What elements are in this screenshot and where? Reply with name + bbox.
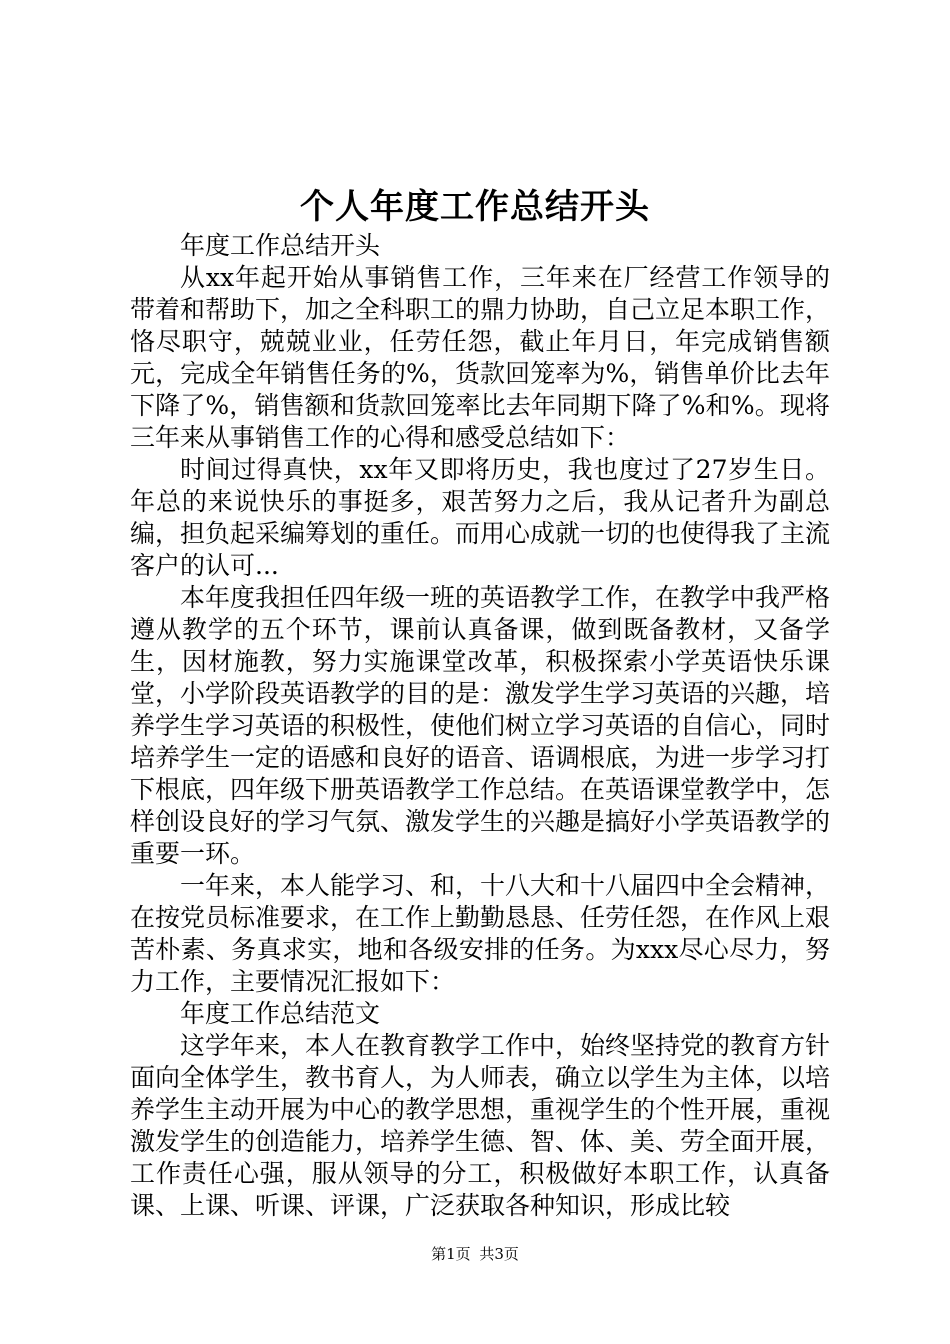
paragraph-heading-sample: 年度工作总结范文	[180, 999, 381, 1028]
paragraph-heading-intro: 年度工作总结开头	[180, 231, 381, 260]
page-total: 共3页	[479, 1245, 519, 1263]
page-footer	[0, 1244, 950, 1264]
page-number: 第1页	[431, 1245, 471, 1263]
paragraph-sales-summary: 从xx年起开始从事销售工作，三年来在厂经营工作领导的带着和帮助下，加之全科职工的鼎力协助，自己立足本职工作，恪尽职守，兢兢业业，任劳任怨，截止年月日，年完成销售额元，完成全年销售任务的%，货款回笼率为%，销售单价比去年下降了%，销售额和货款回笼率比去年同期下降了%和%。现将三年来从事销售工作的心得和感受总结如下：	[130, 263, 831, 452]
paragraph-party-member: 一年来，本人能学习、和，十八大和十八届四中全会精神，在按党员标准要求，在工作上勤勤恳恳、任劳任怨，在作风上艰苦朴素、务真求实，地和各级安排的任务。为xxx尽心尽力，努力工作，主要情况汇报如下：	[130, 871, 831, 996]
paragraph-editor-summary: 时间过得真快，xx年又即将历史，我也度过了27岁生日。年总的来说快乐的事挺多，艰苦努力之后，我从记者升为副总编，担负起采编筹划的重任。而用心成就一切的也使得我了主流客户的认可...	[130, 455, 831, 580]
paragraph-teacher-summary: 这学年来，本人在教育教学工作中，始终坚持党的教育方针面向全体学生，教书育人，为人师表，确立以学生为主体，以培养学生主动开展为中心的教学思想，重视学生的个性开展，重视激发学生的创造能力，培养学生德、智、体、美、劳全面开展，工作责任心强，服从领导的分工，积极做好本职工作，认真备课、上课、听课、评课，广泛获取各种知识，形成比较	[130, 1031, 831, 1220]
document-body	[130, 230, 830, 1222]
document-title: 个人年度工作总结开头	[300, 187, 650, 227]
paragraph-english-teaching: 本年度我担任四年级一班的英语教学工作，在教学中我严格遵从教学的五个环节，课前认真备课，做到既备教材，又备学生，因材施教，努力实施课堂改革，积极探索小学英语快乐课堂，小学阶段英语教学的目的是：激发学生学习英语的兴趣，培养学生学习英语的积极性，使他们树立学习英语的自信心，同时培养学生一定的语感和良好的语音、语调根底，为进一步学习打下根底，四年级下册英语教学工作总结。在英语课堂教学中，怎样创设良好的学习气氛、激发学生的兴趣是搞好小学英语教学的重要一环。	[130, 583, 831, 868]
